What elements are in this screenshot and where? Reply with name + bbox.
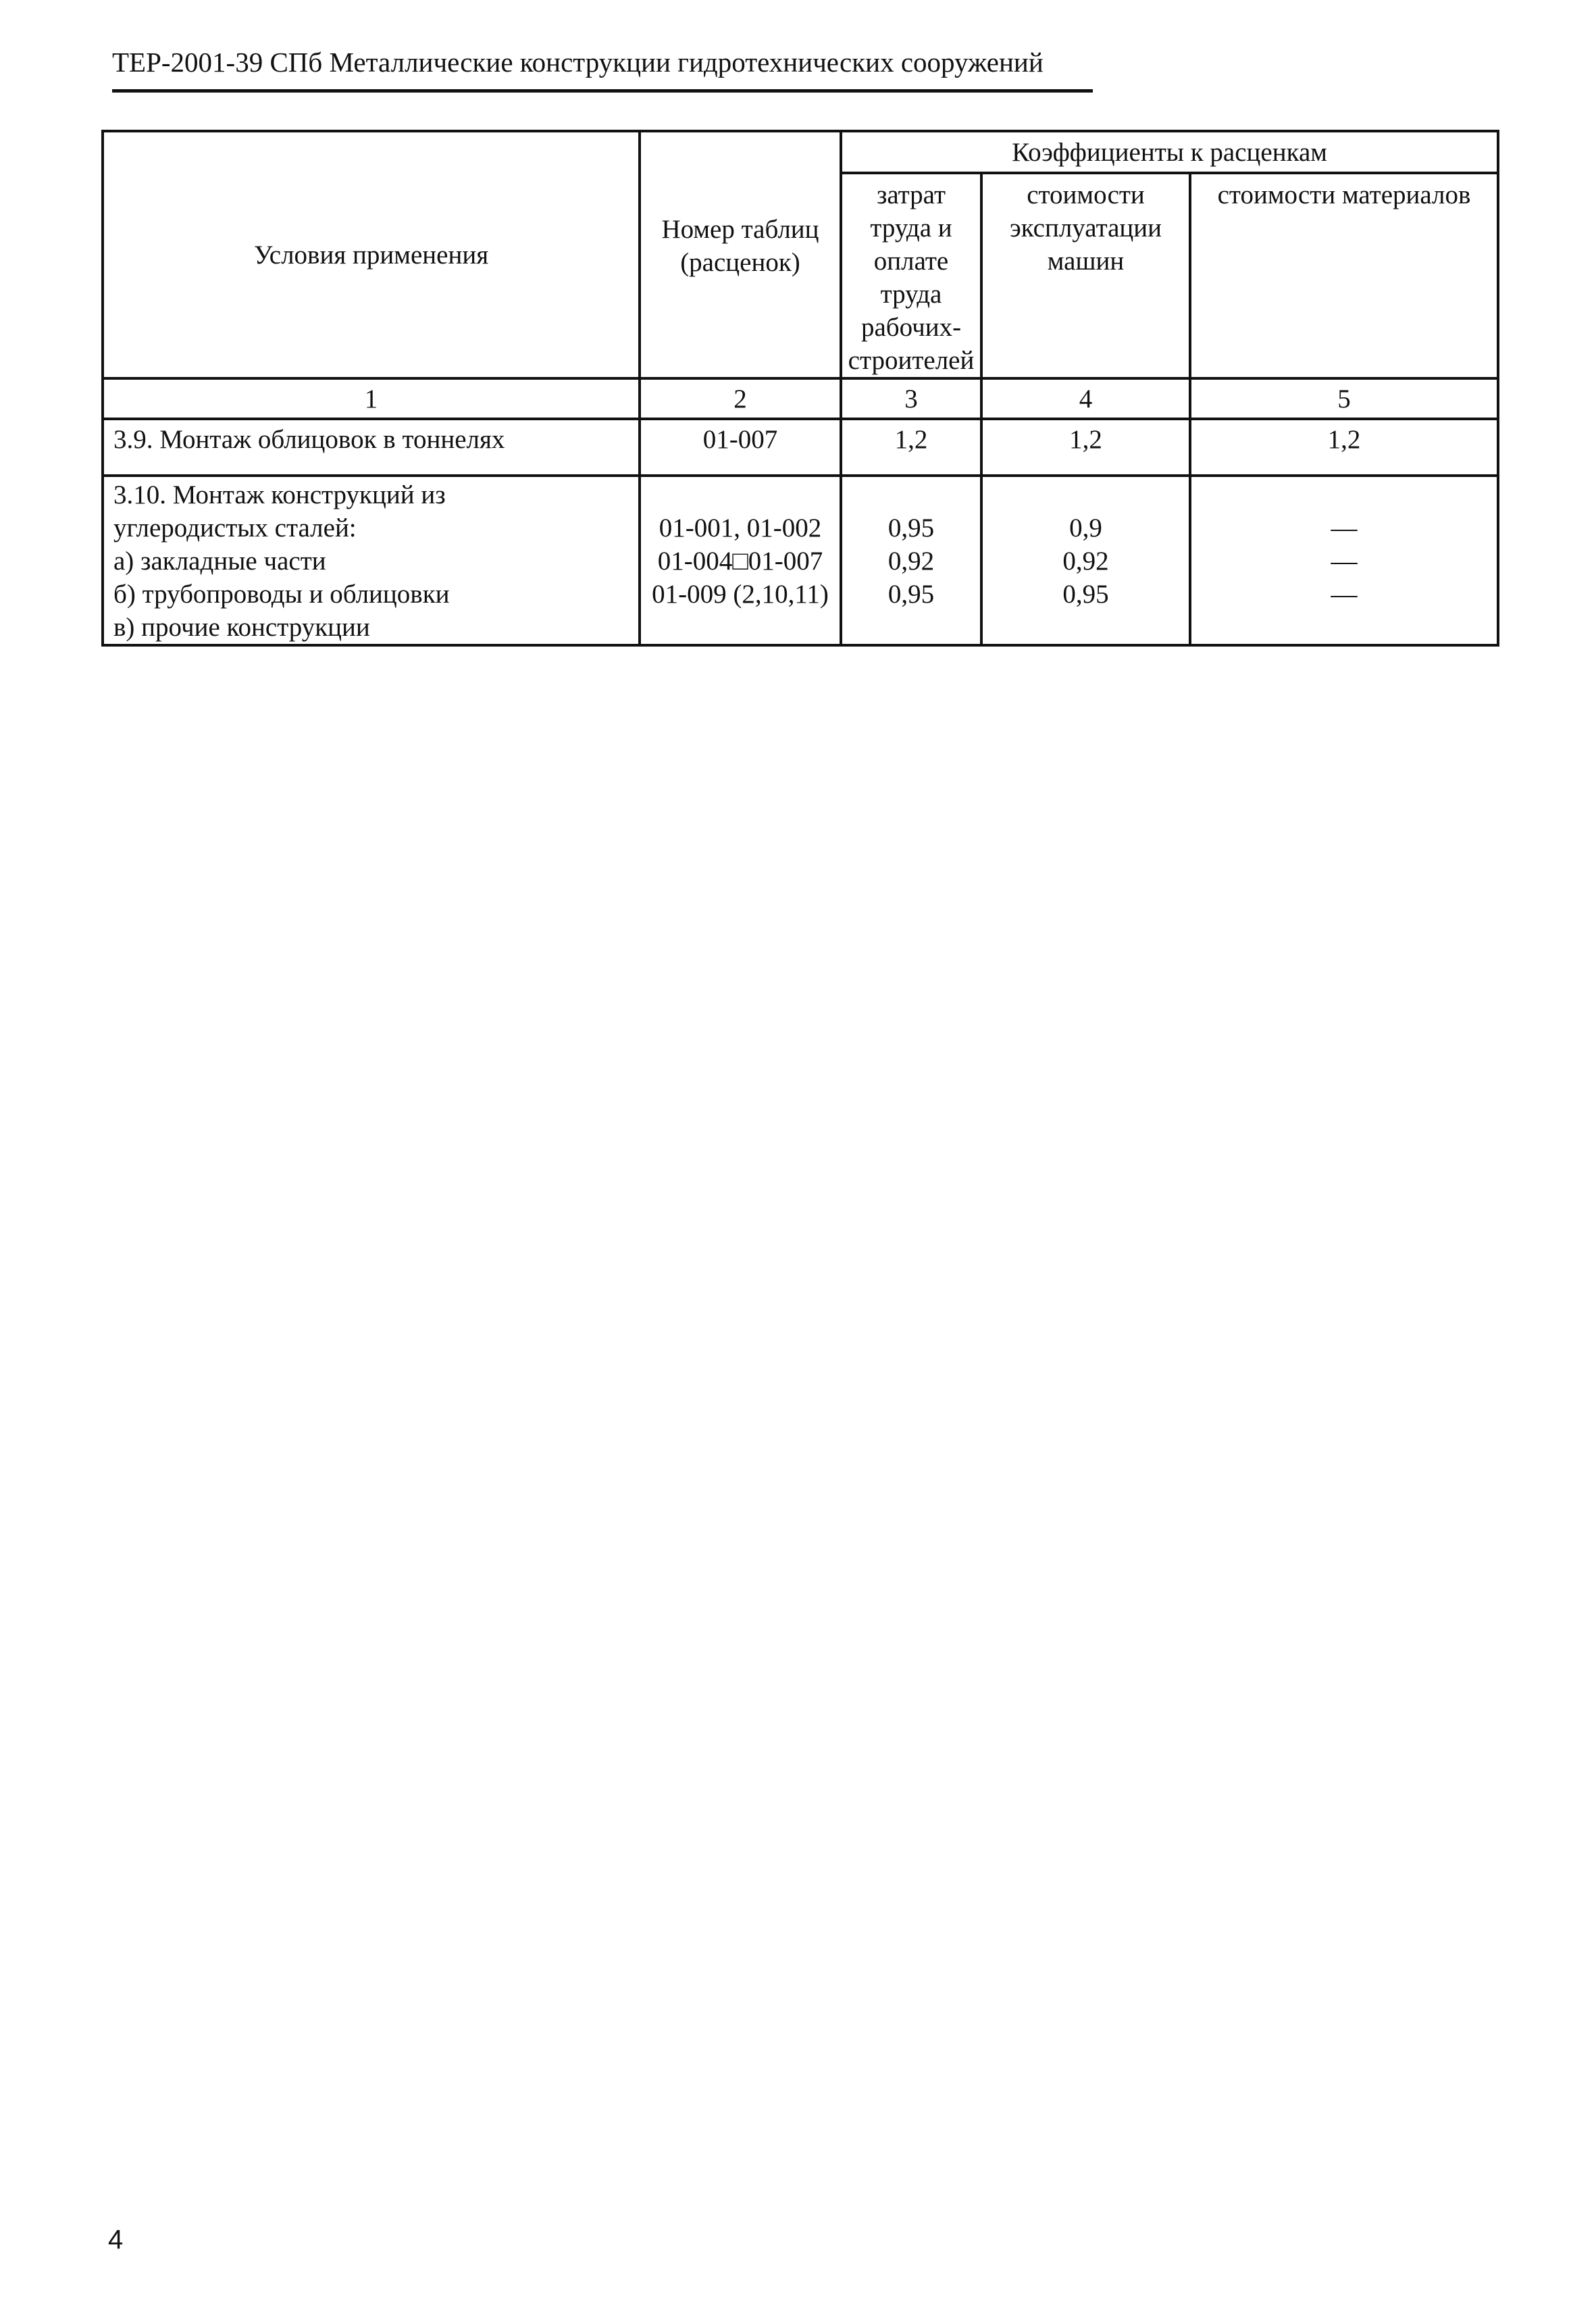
materials-coefficient-cell xyxy=(1190,476,1498,645)
header-labor-line: оплате xyxy=(873,247,949,276)
materials-coefficient: — xyxy=(1331,513,1358,543)
labor-coefficient: 0,95 xyxy=(887,513,935,543)
header-labor-line: строителей xyxy=(848,346,975,375)
table-numbers-cell xyxy=(640,419,841,476)
labor-coefficient: 0,95 xyxy=(887,580,935,609)
machines-coefficient-cell xyxy=(981,419,1190,476)
header-labor-line: труда xyxy=(880,280,942,309)
header-table-numbers-line2: (расценок) xyxy=(680,248,800,277)
page-number: 4 xyxy=(108,2225,124,2255)
conditions-line: б) трубопроводы и облицовки xyxy=(113,580,450,609)
labor-coefficient xyxy=(842,478,980,511)
conditions-line: 3.10. Монтаж конструкций из xyxy=(113,480,446,509)
materials-coefficient-cell xyxy=(1190,419,1498,476)
conditions-cell xyxy=(103,476,640,645)
machines-coefficient-cell xyxy=(981,476,1190,645)
running-header-title: ТЕР-2001-39 СПб Металлические конструкции гидротехнических сооружений xyxy=(112,47,1044,78)
table-numbers-line: 01-009 (2,10,11) xyxy=(652,580,829,609)
labor-coefficient-cell xyxy=(841,476,981,645)
coefficients-table xyxy=(101,130,1499,647)
materials-coefficient xyxy=(1191,478,1497,511)
machines-coefficient: 0,92 xyxy=(1062,547,1109,576)
materials-coefficient: 1,2 xyxy=(1327,425,1361,454)
table-row xyxy=(103,419,1498,476)
machines-coefficient: 0,95 xyxy=(1062,580,1109,609)
header-machines-line: стоимости xyxy=(1027,180,1145,209)
machines-coefficient: 1,2 xyxy=(1069,425,1102,454)
header-labor-line: труда и xyxy=(870,213,952,243)
conditions-line: 3.9. Монтаж облицовок в тоннелях xyxy=(113,425,505,454)
conditions-cell xyxy=(103,419,640,476)
labor-coefficient: 1,2 xyxy=(894,425,928,454)
labor-coefficient: 0,92 xyxy=(887,547,935,576)
header-rule xyxy=(112,89,1093,93)
header-conditions xyxy=(103,131,640,378)
column-number: 4 xyxy=(981,378,1190,419)
header-conditions-label: Условия применения xyxy=(253,240,489,270)
machines-coefficient xyxy=(983,478,1189,511)
conditions-line: в) прочие конструкции xyxy=(113,613,370,642)
column-number: 1 xyxy=(103,378,640,419)
column-numbers-row xyxy=(103,378,1498,419)
labor-coefficient-cell xyxy=(841,419,981,476)
header-machine-costs xyxy=(981,173,1190,378)
table-numbers-line xyxy=(641,478,840,511)
table-numbers-line: 01-004□01-007 xyxy=(657,547,823,576)
header-table-numbers-line1: Номер таблиц xyxy=(661,215,819,244)
materials-coefficient: — xyxy=(1331,547,1358,576)
column-number: 5 xyxy=(1190,378,1498,419)
column-number: 2 xyxy=(640,378,841,419)
header-labor-line: рабочих- xyxy=(860,313,962,342)
header-machines-line: машин xyxy=(1047,247,1125,276)
conditions-line: а) закладные части xyxy=(113,547,326,576)
column-number: 3 xyxy=(841,378,981,419)
header-materials-label: стоимости материалов xyxy=(1217,180,1471,209)
conditions-line: углеродистых сталей: xyxy=(113,513,357,543)
table-numbers-line: 01-007 xyxy=(702,425,778,454)
header-labor-line: затрат xyxy=(876,180,946,209)
machines-coefficient: 0,9 xyxy=(1069,513,1102,543)
header-machines-line: эксплуатации xyxy=(1009,213,1162,243)
table-numbers-line: 01-001, 01-002 xyxy=(659,513,822,543)
header-labor-costs xyxy=(841,173,981,378)
header-coefficients-label: Коэффициенты к расценкам xyxy=(1012,137,1327,167)
header-material-costs xyxy=(1190,173,1498,378)
header-coefficients-group xyxy=(841,131,1498,173)
table-numbers-cell xyxy=(640,476,841,645)
header-table-numbers xyxy=(640,131,841,378)
materials-coefficient: — xyxy=(1331,580,1358,609)
table-row xyxy=(103,476,1498,645)
